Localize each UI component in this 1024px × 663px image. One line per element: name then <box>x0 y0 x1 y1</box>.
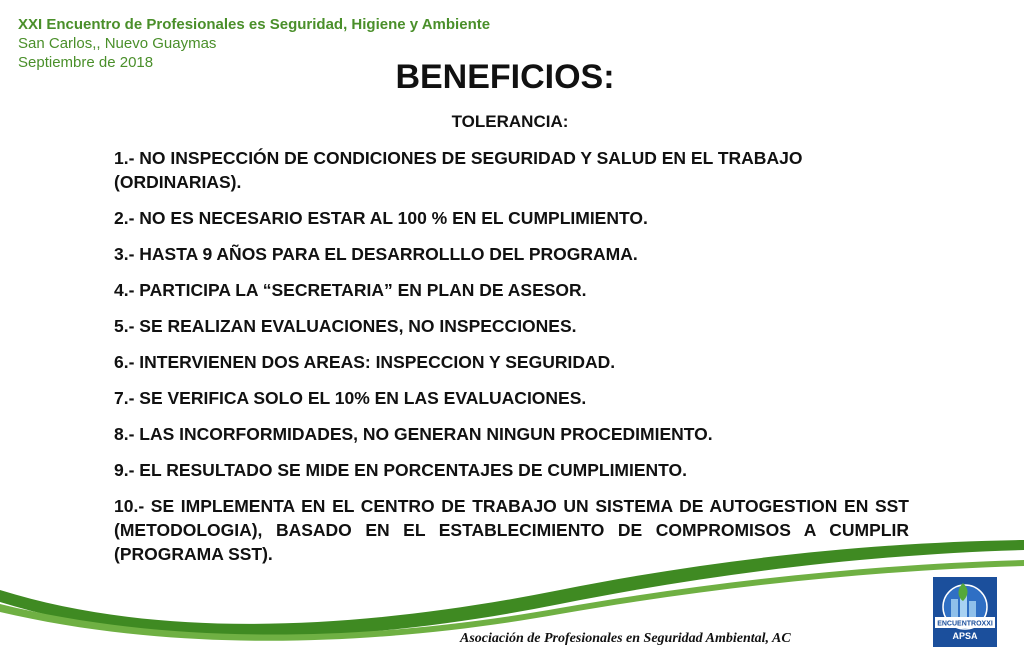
list-item: 4.- PARTICIPA LA “SECRETARIA” EN PLAN DE ASESOR. <box>114 280 587 300</box>
list-item: 9.- EL RESULTADO SE MIDE EN PORCENTAJES DE CUMPLIMIENTO. <box>114 460 688 480</box>
footer-text: Asociación de Profesionales en Seguridad Ambiental, AC <box>460 631 791 646</box>
logo-subtext: APSA <box>952 631 978 641</box>
list-item: 1.- NO INSPECCIÓN DE CONDICIONES DE SEGURIDAD Y SALUD EN EL TRABAJO (ORDINARIAS). <box>114 148 803 192</box>
event-location: San Carlos,, Nuevo Guaymas <box>18 35 217 52</box>
list-item: 10.- SE IMPLEMENTA EN EL CENTRO DE TRABAJO UN SISTEMA DE AUTOGESTION EN SST (METODOLOGIA), BASADO EN EL ESTABLECIMIENTO DE COMPROMISOS A CUMPLIR (PROGRAMA SST). <box>114 496 909 564</box>
benefits-list <box>114 146 909 578</box>
logo-text: ENCUENTROXXI <box>937 620 993 628</box>
apsa-logo-icon <box>933 577 997 647</box>
slide-title: BENEFICIOS: <box>395 58 615 96</box>
list-item: 8.- LAS INCORFORMIDADES, NO GENERAN NINGUN PROCEDIMIENTO. <box>114 424 713 444</box>
list-item: 7.- SE VERIFICA SOLO EL 10% EN LAS EVALUACIONES. <box>114 388 587 408</box>
event-date: Septiembre de 2018 <box>18 54 154 71</box>
slide-subtitle: TOLERANCIA: <box>451 112 569 131</box>
event-title: XXI Encuentro de Profesionales es Seguridad, Higiene y Ambiente <box>18 16 491 33</box>
list-item: 3.- HASTA 9 AÑOS PARA EL DESARROLLLO DEL PROGRAMA. <box>114 244 638 264</box>
apsa-logo <box>933 577 997 647</box>
list-item: 5.- SE REALIZAN EVALUACIONES, NO INSPECCIONES. <box>114 316 577 336</box>
list-item: 2.- NO ES NECESARIO ESTAR AL 100 % EN EL CUMPLIMIENTO. <box>114 208 648 228</box>
list-item: 6.- INTERVIENEN DOS AREAS: INSPECCION Y SEGURIDAD. <box>114 352 616 372</box>
